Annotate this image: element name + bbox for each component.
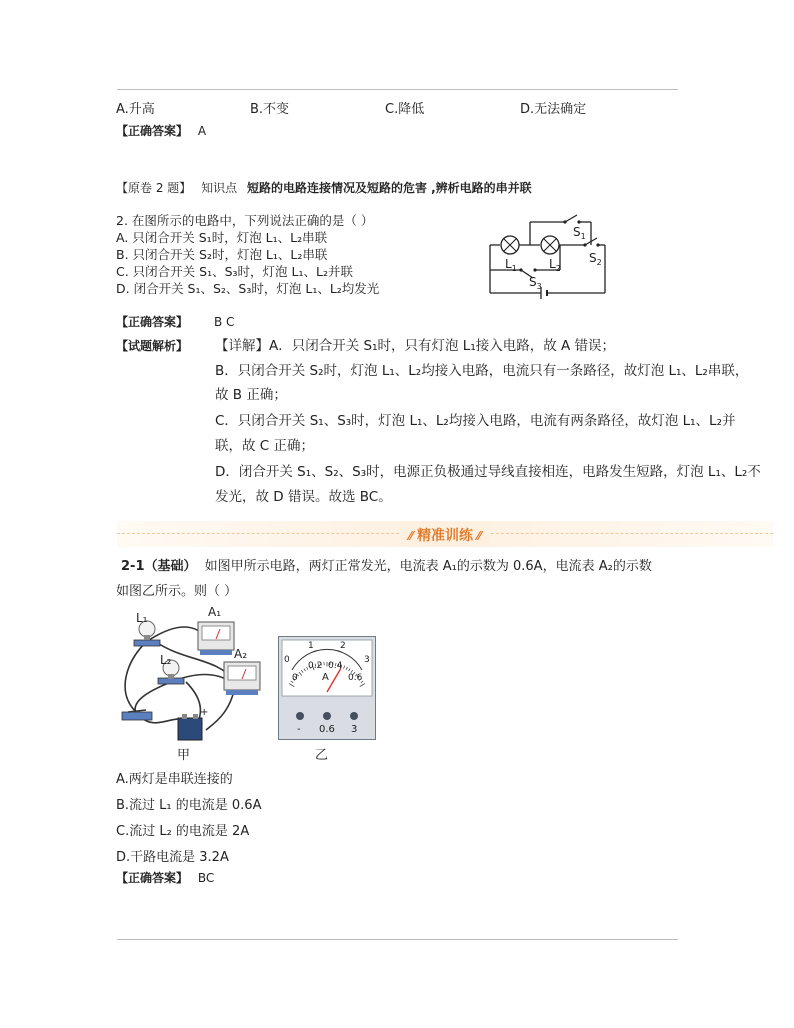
svg-text:S3 xyxy=(529,275,542,291)
svg-text:+: + xyxy=(200,707,209,718)
q2-source: 【原卷 2 题】 xyxy=(116,181,192,195)
q2-answer-row xyxy=(116,314,235,331)
jia-label-l2: L₂ xyxy=(160,653,172,667)
q21-figure-yi xyxy=(278,636,376,740)
q2-analysis-line-2: B．只闭合开关 S₂时，灯泡 L₁、L₂均接入电路，电流只有一条路径，故灯泡 L₁、L₂串联， xyxy=(215,363,749,379)
svg-text:S2 xyxy=(589,251,602,267)
jia-label-a2: A₂ xyxy=(234,647,248,661)
meter-terminal-06: 0.6 xyxy=(319,724,335,735)
q1-option-c: C.降低 xyxy=(385,102,425,117)
q2-answer-value: B C xyxy=(214,315,235,329)
q2-analysis-line-6: D．闭合开关 S₁、S₂、S₃时，电源正负极通过导线直接相连，电路发生短路，灯泡 L₁、L₂不 xyxy=(215,464,761,480)
meter-top-3: 3 xyxy=(364,655,370,665)
meter-bottom-3: 0.6 xyxy=(348,673,363,683)
q21-option-d: D.干路电流是 3.2A xyxy=(116,850,229,865)
q2-option-a: A. 只闭合开关 S₁时，灯泡 L₁、L₂串联 xyxy=(116,230,328,245)
meter-top-2: 2 xyxy=(340,641,346,651)
banner-title xyxy=(117,525,773,545)
circuit-label-s3-sub: 3 xyxy=(536,282,542,291)
q21-answer-label: 【正确答案】 xyxy=(116,871,189,885)
meter-bottom-0: 0 xyxy=(292,673,298,683)
q1-option-a: A.升高 xyxy=(116,102,155,117)
meter-terminal-neg: - xyxy=(297,724,301,735)
q21-fig-jia-caption: 甲 xyxy=(177,748,191,763)
svg-text:L2 xyxy=(549,257,561,273)
jia-label-l1: L₁ xyxy=(136,611,148,625)
q1-answer-label: 【正确答案】 xyxy=(116,124,189,138)
bottom-divider xyxy=(117,939,678,940)
q2-answer-label: 【正确答案】 xyxy=(116,315,189,329)
circuit-label-s1: S xyxy=(573,225,581,239)
meter-bottom-1: 0.2 xyxy=(308,661,323,671)
q21-fig-yi-caption: 乙 xyxy=(315,748,329,763)
q2-knowledge-label: 知识点 xyxy=(201,181,238,195)
q2-source-row xyxy=(116,180,532,197)
jia-label-a1: A₁ xyxy=(208,605,222,619)
circuit-label-s2: S xyxy=(589,251,597,265)
q21-question-line2: 如图乙所示。则（ ） xyxy=(116,584,238,599)
q2-option-b: B. 只闭合开关 S₂时，灯泡 L₁、L₂串联 xyxy=(116,247,328,262)
banner-slash-icon-right: ⁄⁄ xyxy=(473,529,482,543)
q21-answer-row xyxy=(116,870,214,887)
circuit-label-l1-sub: 1 xyxy=(511,264,517,273)
q21-id: 2-1（基础） xyxy=(121,559,197,574)
circuit-label-l2: L xyxy=(549,257,556,271)
banner-title-text: 精准训练 xyxy=(417,528,473,544)
svg-text:L1 xyxy=(505,257,517,273)
circuit-label-s2-sub: 2 xyxy=(596,258,602,267)
q2-circuit-diagram xyxy=(485,210,615,300)
q21-option-c: C.流过 L₂ 的电流是 2A xyxy=(116,824,250,839)
meter-top-1: 1 xyxy=(308,641,314,651)
q21-figure-jia xyxy=(116,602,276,762)
q2-analysis-line-7: 发光，故 D 错误。故选 BC。 xyxy=(215,489,392,505)
q2-analysis-line-5: 联，故 C 正确； xyxy=(215,438,315,454)
meter-top-0: 0 xyxy=(284,655,290,665)
q21-option-a: A.两灯是串联连接的 xyxy=(116,772,233,787)
svg-text:S1 xyxy=(573,225,586,241)
q1-answer-row xyxy=(116,123,206,140)
q21-option-b: B.流过 L₁ 的电流是 0.6A xyxy=(116,798,262,813)
q2-analysis-line-3: 故 B 正确； xyxy=(215,387,287,403)
q21-question-line1 xyxy=(121,555,652,574)
q2-option-d: D. 闭合开关 S₁、S₂、S₃时，灯泡 L₁、L₂均发光 xyxy=(116,281,380,296)
circuit-label-l1: L xyxy=(505,257,512,271)
top-divider xyxy=(117,89,678,90)
circuit-label-l2-sub: 2 xyxy=(555,264,561,273)
q1-option-b: B.不变 xyxy=(250,102,290,117)
q2-option-c: C. 只闭合开关 S₁、S₃时，灯泡 L₁、L₂并联 xyxy=(116,264,353,279)
q2-knowledge-text: 短路的电路连接情况及短路的危害 ,辨析电路的串并联 xyxy=(246,181,532,195)
q2-analysis-line-1: 【详解】A．只闭合开关 S₁时，只有灯泡 L₁接入电路，故 A 错误； xyxy=(215,338,616,354)
meter-unit: A xyxy=(322,672,329,683)
q1-answer-value: A xyxy=(197,124,207,138)
q2-question: 2. 在图所示的电路中，下列说法正确的是（ ） xyxy=(116,213,374,228)
section-banner xyxy=(117,521,773,547)
meter-bottom-2: 0.4 xyxy=(328,661,343,671)
circuit-label-s1-sub: 1 xyxy=(580,232,586,241)
q1-option-d: D.无法确定 xyxy=(520,102,587,117)
q2-analysis-line-4: C．只闭合开关 S₁、S₃时，灯泡 L₁、L₂均接入电路，电流有两条路径，故灯泡 L₁、L₂并 xyxy=(215,413,736,429)
q21-question-text: 如图甲所示电路，两灯正常发光，电流表 A₁的示数为 0.6A，电流表 A₂的示数 xyxy=(204,559,652,574)
circuit-label-s3: S xyxy=(529,275,537,289)
meter-terminal-3: 3 xyxy=(351,724,358,735)
banner-slash-icon: ⁄⁄ xyxy=(408,529,417,543)
q2-analysis-label: 【试题解析】 xyxy=(116,339,189,353)
q21-answer-value: BC xyxy=(197,871,215,885)
